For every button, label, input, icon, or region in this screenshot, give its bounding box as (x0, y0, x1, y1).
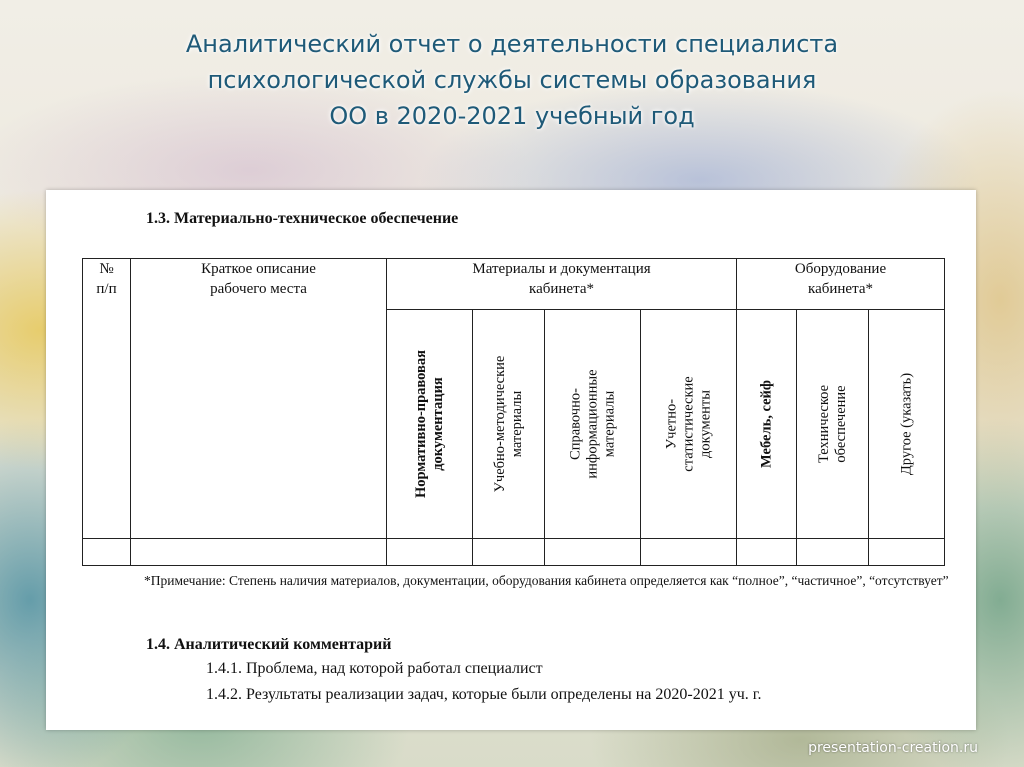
subheader-reference (545, 310, 641, 539)
subheader-normative-line-2: документация (429, 377, 446, 471)
subheader-statistical-line-3: документы (697, 390, 713, 458)
header-description (131, 259, 387, 539)
subheader-statistical-line-1: Учетно- (663, 398, 679, 450)
footer-watermark: presentation-creation.ru (808, 740, 978, 756)
title-line-1: Аналитический отчет о деятельности специалиста (185, 30, 839, 58)
table-cell (737, 539, 797, 566)
header-description-line-2: рабочего места (210, 281, 307, 297)
subheader-technical-line-2: обеспечение (832, 385, 849, 463)
subheader-methodical (473, 310, 545, 539)
subheader-technical (797, 310, 869, 539)
subheader-normative (387, 310, 473, 539)
table-cell (131, 539, 387, 566)
header-materials-group (387, 259, 737, 310)
document-page (46, 190, 976, 730)
table-cell (387, 539, 473, 566)
subheader-reference-line-2: информационные (584, 369, 600, 479)
header-number-line-2: п/п (96, 281, 117, 297)
table-cell (641, 539, 737, 566)
list-item-1-4-2: 1.4.2. Результаты реализации задач, которые были определены на 2020-2021 уч. г. (206, 686, 762, 703)
subheader-methodical-line-1: Учебно-методические (491, 355, 508, 493)
subheader-other (869, 310, 945, 539)
subheader-reference-line-1: Справочно- (567, 388, 583, 460)
header-number (83, 259, 131, 539)
equipment-table (82, 258, 945, 566)
header-materials-line-2: кабинета* (529, 281, 594, 297)
subheader-other-line-1: Другое (указать) (898, 372, 915, 476)
list-item-1-4-1: 1.4.1. Проблема, над которой работал специалист (206, 660, 543, 677)
slide-title (0, 26, 1024, 134)
table-cell (473, 539, 545, 566)
title-line-3: ОО в 2020-2021 учебный год (329, 102, 695, 130)
title-line-2: психологической службы системы образования (207, 66, 817, 94)
subheader-furniture-line-1: Мебель, сейф (758, 380, 775, 468)
subheader-statistical-line-2: статистические (680, 376, 696, 472)
section-heading-1-3: 1.3. Материально-техническое обеспечение (146, 210, 459, 227)
subheader-reference-line-3: материалы (601, 390, 617, 458)
subheader-normative-line-1: Нормативно-правовая (412, 350, 429, 498)
table-cell (869, 539, 945, 566)
table-row (83, 539, 945, 566)
table-cell (83, 539, 131, 566)
header-materials-line-1: Материалы и документация (472, 261, 651, 277)
table-note: *Примечание: Степень наличия материалов, документации, оборудования кабинета определяется как “полное”, “частичное”, “отсутствует” (144, 573, 949, 588)
subheader-technical-line-1: Техническое (815, 385, 832, 464)
header-number-line-1: № (99, 261, 114, 277)
subheader-methodical-line-2: материалы (508, 390, 525, 458)
header-equipment-line-1: Оборудование (794, 261, 887, 277)
header-equipment-line-2: кабинета* (808, 281, 873, 297)
section-heading-1-4: 1.4. Аналитический комментарий (146, 636, 392, 653)
table-cell (797, 539, 869, 566)
header-description-line-1: Краткое описание (201, 261, 316, 277)
table-header-row (83, 259, 945, 310)
subheader-statistical (641, 310, 737, 539)
header-equipment-group (737, 259, 945, 310)
table-cell (545, 539, 641, 566)
subheader-furniture (737, 310, 797, 539)
